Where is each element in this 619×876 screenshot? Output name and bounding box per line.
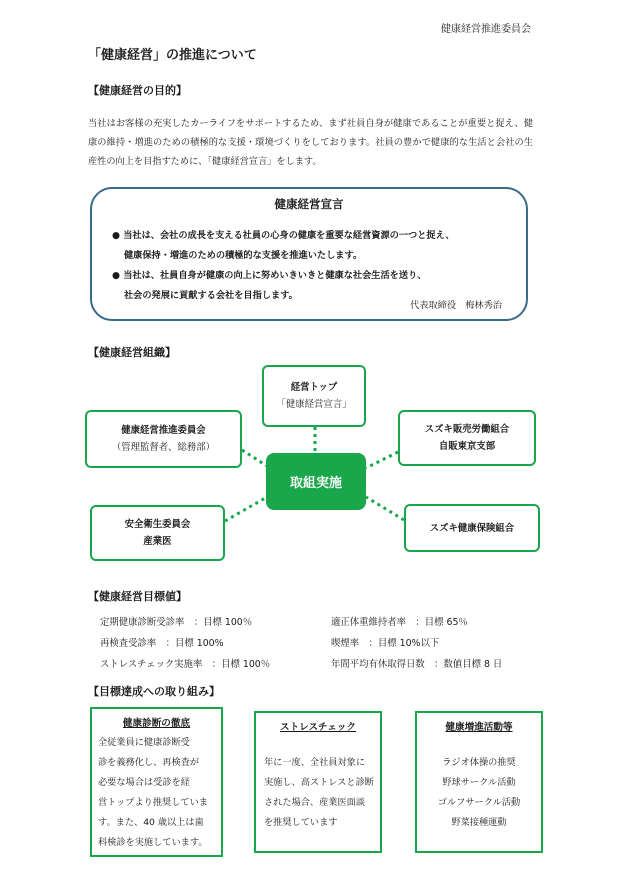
effort-checkup-line: 科検診を実施しています。 (98, 837, 208, 848)
declaration-title: 健康経営宣言 (274, 197, 344, 211)
declaration-line-1: ● 当社は、会社の成長を支える社員の心身の健康を重要な経営資源の一つと捉え、 (112, 230, 455, 241)
org-node-promotion-committee-line1: 健康経営推進委員会 (121, 425, 206, 436)
effort-promotion-line: 野球サークル活動 (442, 777, 516, 788)
effort-checkup-line: 営トップより推奨していま (98, 797, 208, 808)
purpose-heading: 【健康経営の目的】 (88, 84, 187, 97)
effort-checkup-line: 診を義務化し、再検査が (98, 757, 200, 768)
connector-right-top (366, 452, 398, 468)
goal-right-1: 適正体重維持者率 ：目標 65％ (331, 617, 468, 628)
connector-left-bottom (225, 497, 267, 521)
effort-stress-body (264, 753, 374, 833)
page-title: 「健康経営」の推進について (88, 48, 257, 63)
declaration-line-3: ● 当社は、社員自身が健康の向上に努めいきいきと健康な社会生活を送り、 (112, 270, 427, 281)
effort-box-stress (254, 711, 382, 853)
effort-checkup-body (98, 733, 208, 853)
connector-right-bottom (366, 497, 404, 520)
org-node-health-insurance (404, 504, 540, 552)
effort-promotion-title: 健康増進活動等 (445, 722, 513, 733)
effort-stress-line: を推奨しています (264, 817, 338, 828)
effort-promotion-line: ゴルフサークル活動 (437, 797, 521, 808)
effort-box-checkup (90, 707, 223, 857)
org-node-safety-committee-line2: 産業医 (143, 536, 172, 547)
goal-left-2: 再検査受診率 ：目標 100% (100, 638, 224, 649)
org-node-health-insurance-line1: スズキ健康保険組合 (429, 522, 515, 534)
org-node-management-top-line2: 「健康経営宣言」 (276, 399, 352, 410)
efforts-heading: 【目標達成への取り組み】 (88, 685, 220, 698)
purpose-text: 当社はお客様の充実したカーライフをサポートするため、まず社員自身が健康であることが重要と捉え、健康の維持・増進のための積極的な支援・環境づくりをしております。社員の豊かで健康的な生活と会社の生産性の向上を目指すために、「健康経営宣言」をします。 (88, 118, 533, 167)
org-node-safety-committee-line1: 安全衛生委員会 (124, 519, 191, 530)
declaration-line-2: 健康保持・増進のための積極的な支援を推進いたします。 (124, 250, 363, 261)
effort-stress-title: ストレスチェック (280, 722, 356, 733)
effort-promotion-body (417, 753, 541, 833)
goals-heading: 【健康経営目標値】 (88, 590, 187, 603)
goal-right-2: 喫煙率 ：目標 10%以下 (331, 638, 440, 649)
goal-left-1: 定期健康診断受診率 ：目標 100％ (100, 617, 253, 628)
goal-left-3: ストレスチェック実施率 ：目標 100％ (100, 659, 271, 670)
org-node-promotion-committee (85, 410, 242, 468)
org-node-labor-union-line2: 自販東京支部 (438, 441, 496, 452)
org-node-safety-committee (90, 505, 225, 561)
org-node-management-top (262, 365, 366, 427)
goal-right-3: 年間平均有休取得日数 ：数値目標 8 日 (331, 659, 503, 670)
effort-stress-line: 年に一度、全社員対象に (264, 757, 366, 768)
committee-name: 健康経営推進委員会 (441, 24, 531, 35)
effort-promotion-line: 野菜接種運動 (451, 817, 507, 828)
org-node-center: 取組実施 (266, 453, 366, 510)
effort-checkup-line: 必要な場合は受診を経 (98, 777, 190, 788)
org-node-management-top-line1: 経営トップ (290, 382, 338, 393)
effort-checkup-line: す。また、40 歳以上は歯 (98, 817, 204, 828)
org-node-labor-union (398, 410, 536, 466)
effort-checkup-line: 全従業員に健康診断受 (98, 737, 190, 748)
org-node-labor-union-line1: スズキ販売労働組合 (424, 424, 510, 435)
declaration-signature: 代表取締役 梅林秀治 (410, 300, 502, 311)
connector-left-top (242, 450, 267, 466)
effort-checkup-title: 健康診断の徹底 (122, 718, 191, 729)
effort-box-promotion (415, 711, 543, 853)
effort-stress-line: 実施し、高ストレスと診断 (264, 777, 374, 788)
effort-promotion-line: ラジオ体操の推奨 (442, 757, 516, 768)
effort-stress-line: された場合、産業医面談 (264, 797, 366, 808)
org-node-promotion-committee-line2: （管理監督者、総務部） (111, 442, 216, 453)
organization-heading: 【健康経営組織】 (88, 346, 176, 359)
declaration-line-4: 社会の発展に貢献する会社を目指します。 (124, 290, 298, 301)
